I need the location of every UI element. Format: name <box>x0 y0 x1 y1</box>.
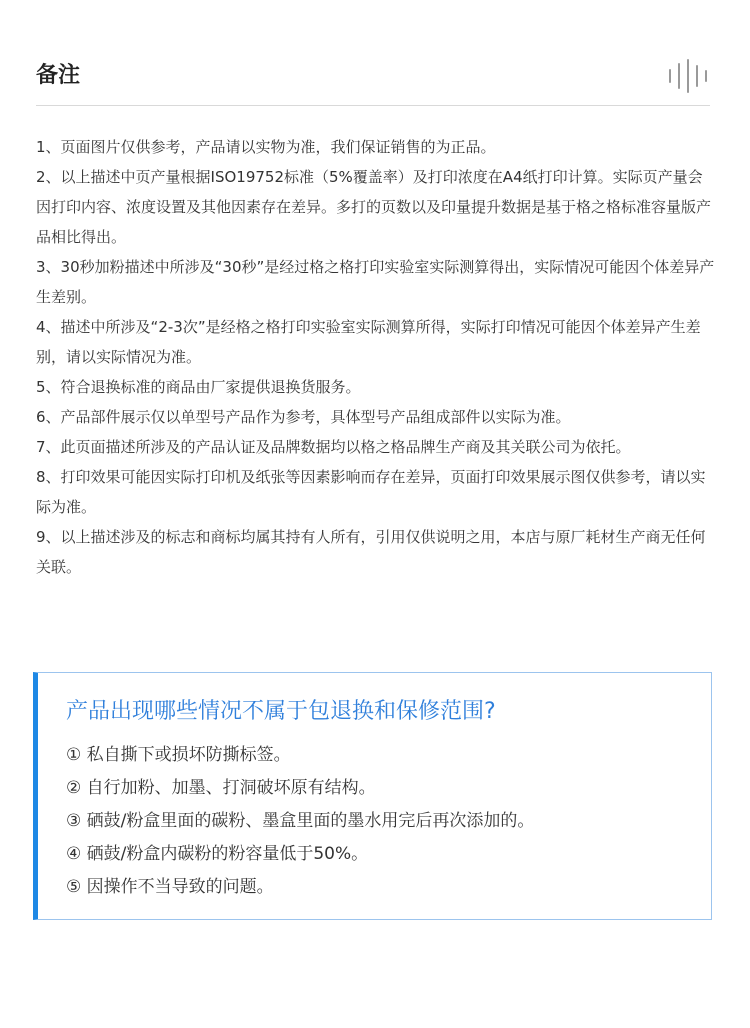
note-item: 7、此页面描述所涉及的产品认证及品牌数据均以格之格品牌生产商及其关联公司为依托。 <box>36 438 631 456</box>
header <box>36 58 710 106</box>
exclusion-item: ① 私自撕下或损坏防撕标签。 <box>66 745 291 765</box>
exclusion-item: ④ 硒鼓/粉盒内碳粉的粉容量低于50%。 <box>66 844 369 864</box>
note-item: 4、描述中所涉及“2-3次”是经格之格打印实验室实际测算所得，实际打印情况可能因个体差异产生差别，请以实际情况为准。 <box>36 318 701 366</box>
sound-wave-icon <box>666 58 710 94</box>
exclusion-item: ② 自行加粉、加墨、打洞破坏原有结构。 <box>66 778 376 798</box>
note-item: 6、产品部件展示仅以单型号产品作为参考，具体型号产品组成部件以实际为准。 <box>36 408 571 426</box>
note-item: 5、符合退换标准的商品由厂家提供退换货服务。 <box>36 378 361 396</box>
exclusions-title: 产品出现哪些情况不属于包退换和保修范围? <box>66 699 496 724</box>
note-item: 1、页面图片仅供参考，产品请以实物为准，我们保证销售的为正品。 <box>36 138 496 156</box>
page-title: 备注 <box>36 63 81 88</box>
exclusions-list <box>66 739 534 904</box>
exclusion-item: ③ 硒鼓/粉盒里面的碳粉、墨盒里面的墨水用完后再次添加的。 <box>66 811 535 831</box>
note-item: 2、以上描述中页产量根据ISO19752标准（5%覆盖率）及打印浓度在A4纸打印计算。实际页产量会因打印内容、浓度设置及其他因素存在差异。多打的页数以及印量提升数据是基于格之格标准容量版产品相比得出。 <box>36 168 712 246</box>
note-item: 8、打印效果可能因实际打印机及纸张等因素影响而存在差异，页面打印效果展示图仅供参考，请以实际为准。 <box>36 468 706 516</box>
note-item: 3、30秒加粉描述中所涉及“30秒”是经过格之格打印实验室实际测算得出，实际情况可能因个体差异产生差别。 <box>36 258 715 306</box>
header-divider <box>36 105 710 106</box>
notes-list <box>36 132 716 582</box>
note-item: 9、以上描述涉及的标志和商标均属其持有人所有，引用仅供说明之用，本店与原厂耗材生产商无任何关联。 <box>36 528 706 576</box>
exclusions-box <box>33 672 712 920</box>
exclusion-item: ⑤ 因操作不当导致的问题。 <box>66 877 274 897</box>
